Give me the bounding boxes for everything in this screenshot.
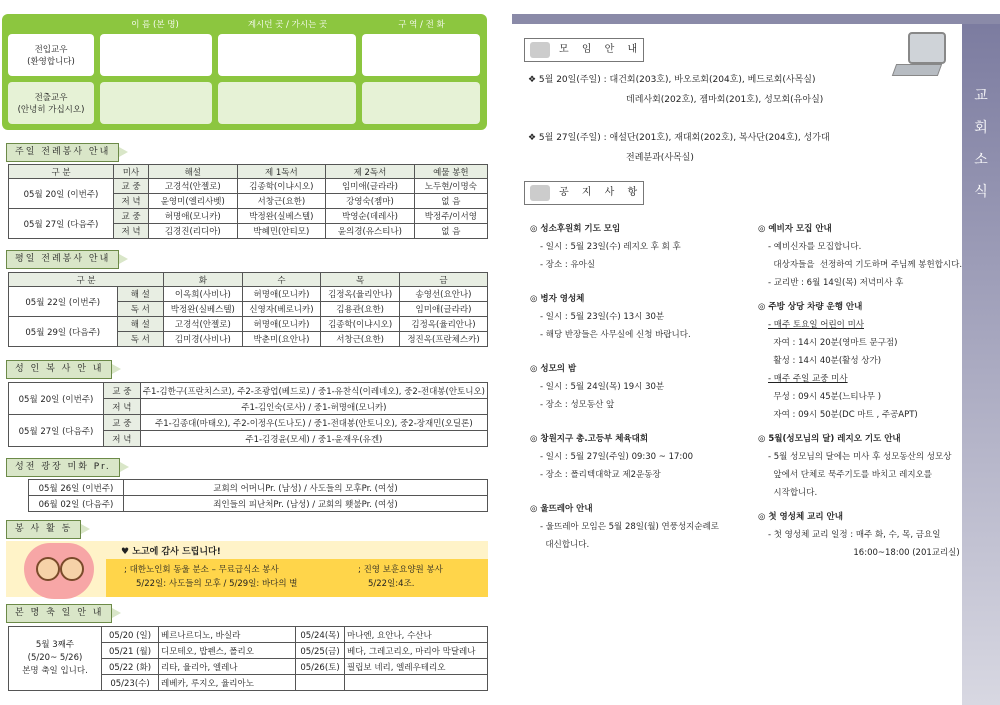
table-cell: 05월 27일 (다음주) bbox=[9, 415, 104, 447]
person-icon bbox=[36, 557, 60, 581]
notice-item: 16:00~18:00 (201교리실) bbox=[848, 548, 960, 558]
table-cell: 김종학(이냐시오) bbox=[321, 317, 400, 332]
table-cell: 허명애(모니카) bbox=[242, 287, 321, 302]
table-cell: 05월 26일 (이번주) bbox=[29, 480, 124, 496]
col-header: 구 분 bbox=[9, 165, 114, 179]
table-cell: 박정완(실베스텔) bbox=[237, 209, 326, 224]
notice-heading: ◎ 첫 영성체 교리 안내 bbox=[758, 512, 843, 522]
notice-heading: ◎ 5월(성모님의 달) 레지오 기도 안내 bbox=[758, 434, 901, 444]
notice-item: 시작합니다. bbox=[768, 488, 818, 498]
service-section-title: 봉 사 활 동 bbox=[6, 520, 81, 539]
weekday-table bbox=[8, 272, 488, 347]
table-cell: 교회의 어머니Pr. (남성) / 사도들의 모후Pr. (여성) bbox=[124, 480, 488, 496]
table-cell: 서창근(요한) bbox=[321, 332, 400, 347]
table-cell: 05/21 (월) bbox=[102, 643, 159, 659]
col-header: 구 분 bbox=[9, 273, 164, 287]
side-title: 교회소식 bbox=[974, 88, 988, 200]
table-cell: 05월 20일 (이번주) bbox=[9, 383, 104, 415]
computer-icon bbox=[890, 28, 950, 78]
notice-heading: ◎ 울뜨레아 안내 bbox=[530, 504, 593, 514]
table-cell: 노두현/이명숙 bbox=[414, 179, 487, 194]
table-cell: 05월 29일 (다음주) bbox=[9, 317, 118, 347]
table-cell: 마나엔, 요안나, 수산나 bbox=[345, 627, 488, 643]
notice-heading: ◎ 성모의 밤 bbox=[530, 364, 577, 374]
notice-item: - 장소 : 성모동산 앞 bbox=[540, 400, 615, 410]
table-cell: 김정옥(율리안나) bbox=[399, 317, 487, 332]
table-cell: 신영자(베로니카) bbox=[242, 302, 321, 317]
col-header: 금 bbox=[399, 273, 487, 287]
welcome-cell bbox=[218, 82, 356, 124]
table-cell: 독 서 bbox=[117, 332, 164, 347]
welcome-cell bbox=[362, 82, 480, 124]
welcome-header-3: 구 역 / 전 화 bbox=[398, 20, 445, 30]
right-top-bar bbox=[512, 14, 1000, 24]
table-cell: 베르나르디노, 바실라 bbox=[159, 627, 296, 643]
welcome-box bbox=[2, 14, 487, 130]
table-cell: 임미애(글라라) bbox=[399, 302, 487, 317]
table-cell: 김종학(이냐시오) bbox=[237, 179, 326, 194]
notice-item: - 일시 : 5월 27일(주일) 09:30 ~ 17:00 bbox=[540, 452, 694, 462]
table-cell: 교 중 bbox=[114, 209, 149, 224]
notice-title bbox=[524, 181, 644, 205]
table-cell: 독 서 bbox=[117, 302, 164, 317]
sunday-table bbox=[8, 164, 488, 239]
altar-table bbox=[8, 382, 488, 447]
table-cell: 교 중 bbox=[103, 383, 140, 399]
table-cell: 윤의경(유스티나) bbox=[326, 224, 415, 239]
table-cell: 해 설 bbox=[117, 287, 164, 302]
meeting-icon bbox=[530, 42, 550, 58]
table-cell: 디모테오, 밥펜스, 폴리오 bbox=[159, 643, 296, 659]
meeting-title bbox=[524, 38, 644, 62]
welcome-cell bbox=[100, 82, 212, 124]
table-cell: 고경석(안젤로) bbox=[149, 179, 238, 194]
altar-section-title: 성 인 복 사 안 내 bbox=[6, 360, 112, 379]
table-cell: 박정완(실베스텔) bbox=[164, 302, 243, 317]
table-cell: 이옥희(사비나) bbox=[164, 287, 243, 302]
notice-item: 무성 : 09시 45분(느티나무 ) bbox=[768, 392, 882, 402]
table-cell: 05/20 (일) bbox=[102, 627, 159, 643]
notice-item: 자여 : 14시 20분(영마트 문구점) bbox=[768, 338, 898, 348]
col-header: 미사 bbox=[114, 165, 149, 179]
table-cell: 김경진(리디아) bbox=[149, 224, 238, 239]
service-right-1: ; 진영 보훈요양원 봉사 bbox=[358, 565, 443, 575]
table-cell: 베다, 그레고리오, 마리아 막달레나 bbox=[345, 643, 488, 659]
table-cell: 교 중 bbox=[114, 179, 149, 194]
welcome-cell bbox=[218, 34, 356, 76]
service-right-2: 5/22일:4조. bbox=[368, 579, 415, 589]
person-icon bbox=[60, 557, 84, 581]
table-cell: 박춘미(요안나) bbox=[242, 332, 321, 347]
table-cell: 05/22 (화) bbox=[102, 659, 159, 675]
table-cell: 김정옥(율리안나) bbox=[321, 287, 400, 302]
welcome-label-in: 전입교우 (환영합니다) bbox=[8, 34, 94, 76]
notice-heading: ◎ 주방 상당 차량 운행 안내 bbox=[758, 302, 863, 312]
table-cell: 리타, 율리아, 엘레나 bbox=[159, 659, 296, 675]
meeting-line-4: 전례분과(사목실) bbox=[626, 153, 694, 163]
table-cell: 주1-김인숙(로사) / 중1-허명애(모니카) bbox=[140, 399, 487, 415]
table-cell: 05/26(토) bbox=[296, 659, 345, 675]
welcome-cell bbox=[100, 34, 212, 76]
notice-heading: ◎ 예비자 모집 안내 bbox=[758, 224, 832, 234]
table-cell: 05월 20일 (이번주) bbox=[9, 179, 114, 209]
table-cell: 허명애(모니카) bbox=[242, 317, 321, 332]
notice-heading: ◎ 창원지구 총.고등부 체육대회 bbox=[530, 434, 649, 444]
table-cell: 박정주/이서영 bbox=[414, 209, 487, 224]
notice-item: 대신합니다. bbox=[540, 540, 590, 550]
monitor-icon bbox=[908, 32, 946, 64]
table-cell: 죄인들의 피난처Pr. (남성) / 교회의 횃불Pr. (여성) bbox=[124, 496, 488, 512]
table-cell: 주1-김경윤(모세) / 중1-윤재우(유겐) bbox=[140, 431, 487, 447]
table-cell: 주1-김한구(프란치스코), 주2-조광업(베드로) / 중1-유찬식(이레네오), 중2-전대봉(안토니오) bbox=[140, 383, 487, 399]
notice-heading: ◎ 병자 영성체 bbox=[530, 294, 585, 304]
welcome-cell bbox=[362, 34, 480, 76]
notice-item: - 매주 주일 교중 미사 bbox=[768, 374, 848, 384]
table-cell: 교 중 bbox=[103, 415, 140, 431]
pr-table bbox=[28, 479, 488, 512]
notice-item: - 첫 영성체 교리 일정 : 매주 화, 수, 목, 금요일 bbox=[768, 530, 941, 540]
notice-item: 자여 : 09시 50분(DC 마트 , 주공APT) bbox=[768, 410, 918, 420]
notice-item: - 예비신자를 모집합니다. bbox=[768, 242, 862, 252]
table-cell: 김용관(요한) bbox=[321, 302, 400, 317]
notice-item: 대상자들을 선정하여 기도하며 주님께 봉헌합시다. bbox=[768, 260, 963, 270]
col-header: 제 2독서 bbox=[326, 165, 415, 179]
notice-item: - 매주 토요일 어린이 미사 bbox=[768, 320, 864, 330]
notice-item: - 교리반 : 6월 14일(목) 저녁미사 후 bbox=[768, 278, 904, 288]
table-cell: 저 녁 bbox=[103, 431, 140, 447]
table-cell: 박혜민(안티모) bbox=[237, 224, 326, 239]
table-cell: 저 녁 bbox=[114, 224, 149, 239]
table-cell: 박영순(데레사) bbox=[326, 209, 415, 224]
notice-icon bbox=[530, 185, 550, 201]
table-cell: 임미애(글라라) bbox=[326, 179, 415, 194]
notice-right-column bbox=[758, 220, 962, 562]
notice-item: 활성 : 14시 40분(활성 상가) bbox=[768, 356, 882, 366]
meeting-line-2: 데레사회(202호), 젬마회(201호), 성모회(유아실) bbox=[626, 95, 824, 105]
sunday-section-title: 주일 전례봉사 안내 bbox=[6, 143, 119, 162]
table-cell: 05/25(금) bbox=[296, 643, 345, 659]
table-cell: 해 설 bbox=[117, 317, 164, 332]
notice-item: - 장소 : 폴리텍대학교 제2운동장 bbox=[540, 470, 661, 480]
col-header: 목 bbox=[321, 273, 400, 287]
notice-item: - 일시 : 5월 23일(수) 13시 30분 bbox=[540, 312, 665, 322]
col-header: 예물 봉헌 bbox=[414, 165, 487, 179]
notice-item: - 울뜨레아 모임은 5월 28일(월) 연풍성지순례로 bbox=[540, 522, 720, 532]
table-cell: 김미경(사비나) bbox=[164, 332, 243, 347]
table-cell bbox=[296, 675, 345, 691]
table-cell: 저 녁 bbox=[114, 194, 149, 209]
table-cell: 5월 3째주 (5/20~ 5/26) 본명 축일 입니다. bbox=[9, 627, 102, 691]
table-cell: 필립보 네리, 엘레우테리오 bbox=[345, 659, 488, 675]
col-header: 해설 bbox=[149, 165, 238, 179]
service-thanks: ♥ 노고에 감사 드립니다! bbox=[121, 547, 221, 557]
welcome-label-out: 전출교우 (안녕히 가십시오) bbox=[8, 82, 94, 124]
keyboard-icon bbox=[892, 64, 942, 76]
table-cell: 05/24(목) bbox=[296, 627, 345, 643]
notice-left-column bbox=[530, 220, 750, 554]
notice-item: 앞에서 단체로 묵주기도를 바치고 레지오를 bbox=[768, 470, 933, 480]
table-cell: 06월 02일 (다음주) bbox=[29, 496, 124, 512]
pr-section-title: 성전 광장 미화 Pr. bbox=[6, 458, 120, 477]
col-header: 수 bbox=[242, 273, 321, 287]
table-cell bbox=[345, 675, 488, 691]
notice-item: - 5월 성모님의 달에는 미사 후 성모동산의 성모상 bbox=[768, 452, 952, 462]
table-cell: 정진옥(프란체스카) bbox=[399, 332, 487, 347]
table-cell: 05/23(수) bbox=[102, 675, 159, 691]
service-box bbox=[6, 541, 488, 597]
table-cell: 허명애(모니카) bbox=[149, 209, 238, 224]
feast-section-title: 본 명 축 일 안 내 bbox=[6, 604, 112, 623]
notice-title-text: 공 지 사 항 bbox=[559, 187, 643, 198]
service-art bbox=[24, 543, 96, 601]
table-cell: 레베카, 루지오, 율리아노 bbox=[159, 675, 296, 691]
table-cell: 없 음 bbox=[414, 224, 487, 239]
table-cell: 05월 22일 (이번주) bbox=[9, 287, 118, 317]
meeting-line-1: ❖ 5월 20일(주일) : 대건회(203호), 바오로회(204호), 베드로회(사목실) bbox=[528, 75, 816, 85]
col-header: 화 bbox=[164, 273, 243, 287]
table-cell: 강영숙(젬마) bbox=[326, 194, 415, 209]
welcome-header-1: 이 름 (본 명) bbox=[131, 20, 179, 30]
notice-item: - 장소 : 유아실 bbox=[540, 260, 596, 270]
notice-heading: ◎ 성소후원회 기도 모임 bbox=[530, 224, 621, 234]
weekday-section-title: 평일 전례봉사 안내 bbox=[6, 250, 119, 269]
table-cell: 주1-김종대(마태오), 주2-이정우(도나도) / 중1-전대봉(안토니오), 중2-장재민(오딜론) bbox=[140, 415, 487, 431]
table-cell: 05월 27일 (다음주) bbox=[9, 209, 114, 239]
notice-item: - 해당 반장들은 사무실에 신청 바랍니다. bbox=[540, 330, 691, 340]
col-header: 제 1독서 bbox=[237, 165, 326, 179]
meeting-line-3: ❖ 5월 27일(주일) : 애설단(201호), 재대회(202호), 복사단(204호), 성가대 bbox=[528, 133, 830, 143]
service-left-1: ; 대한노인회 동울 분소 – 무료급식소 봉사 bbox=[124, 565, 279, 575]
table-cell: 송영선(요안나) bbox=[399, 287, 487, 302]
table-cell: 윤영미(엘리사벳) bbox=[149, 194, 238, 209]
table-cell: 서창근(요한) bbox=[237, 194, 326, 209]
feast-table bbox=[8, 626, 488, 691]
table-cell: 없 음 bbox=[414, 194, 487, 209]
welcome-header-2: 계시던 곳 / 가시는 곳 bbox=[247, 20, 328, 30]
table-cell: 고경석(안젤로) bbox=[164, 317, 243, 332]
table-cell: 저 녁 bbox=[103, 399, 140, 415]
notice-item: - 일시 : 5월 24일(목) 19시 30분 bbox=[540, 382, 665, 392]
notice-item: - 일시 : 5월 23일(수) 레지오 후 회 후 bbox=[540, 242, 681, 252]
service-left-2: 5/22일: 사도들의 모후 / 5/29일: 바다의 별 bbox=[136, 579, 298, 589]
meeting-title-text: 모 임 안 내 bbox=[559, 44, 643, 55]
